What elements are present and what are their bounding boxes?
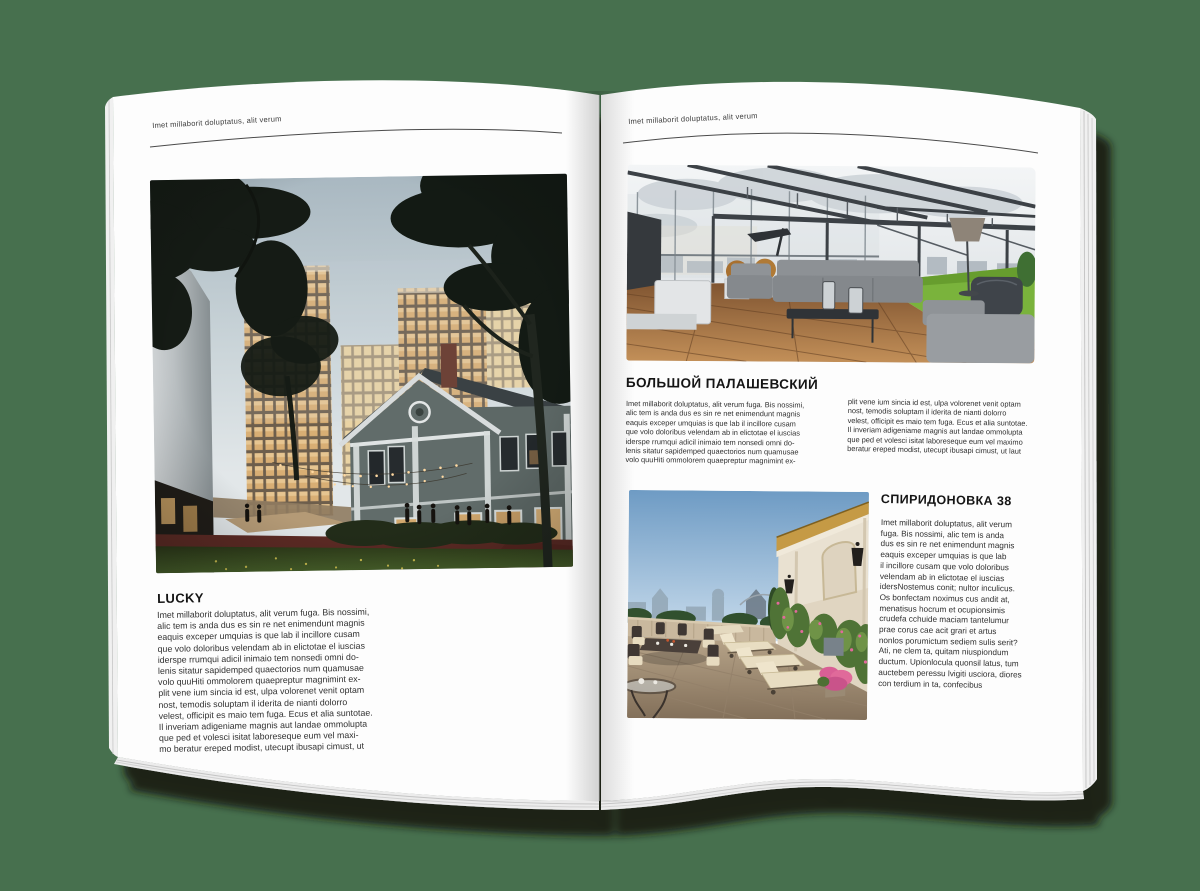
palashevsky-column-2: plit vene ium sincia id est, ulpa volorenet venit optam nost, temodis soluptam il iderita de nianti dolorro velest, officipit es maio tem fuga. Ecus et alia suntotae. Il inveriam adigeniame magnis aut landae ommolupta que ped et volesci isitat laboreseque eum vel maximo beratur ereped modist, utecupt ibusapi cimust, ut laut (847, 397, 1028, 456)
running-head-left: Imet millaborit doluptatus, alit verum (152, 114, 282, 130)
article-title-spiridonovka: СПИРИДОНОВКА 38 (880, 492, 1012, 509)
stone-planter (824, 638, 844, 656)
glass-terrace-illustration (626, 165, 1035, 364)
candle-lantern (823, 282, 835, 310)
palashevsky-column-1: Imet millaborit doluptatus, alit verum fuga. Bis nossimi, alic tem is anda dus es sin re net enimendunt magnis eaquis exceper umquias is que lab il incillore cusam que volo doloribus velendam ab in elictotae el iuscias iderspe rrumqui adicil inimaio tem nonsedi omni do- lenis sitatur sapidemped quaectorios num quamusae volo quuHiti ommolorem quaepreptur magnimint ex- (625, 399, 805, 466)
article-body-lucky: Imet millaborit doluptatus, alit verum fuga. Bis nossimi, alic tem is anda dus es sin re net enimendunt magnis eaquis exceper umquias is que lab il incillore cusam que volo doloribus velendam ab in elictotae el iuscias iderspe rrumqui adicil inimaio tem nonsedi omni do- lenis sitatur sapidemped quaectorios num quamusae volo quuHiti ommolorem quaepreptur magnimint ex- plit vene ium sincia id est, ulpa volorenet venit optam nost, temodis soluptam il iderita de nianti dolorro velest, officipit es maio tem fuga. Ecus et alia suntotae. Il inveriam adigeniame magnis aut landae ommolupta que ped et volesci isitat laboreseque eum vel maxi- mo beratur ereped modist, utecupt ibusapi cimust, ut (157, 606, 373, 755)
article-title-lucky: LUCKY (157, 590, 205, 606)
coffee-table (787, 309, 879, 319)
article-title-palashevsky: БОЛЬШОЙ ПАЛАШЕВСКИЙ (625, 375, 819, 393)
running-head-right: Imet millaborit doluptatus, alit verum (628, 111, 758, 126)
photo-glass-roof-terrace (626, 165, 1035, 364)
candle-lantern (849, 288, 863, 314)
photo-classical-rooftop-terrace (627, 490, 869, 720)
photo-evening-courtyard (150, 174, 573, 574)
arched-niche (822, 542, 857, 600)
article-body-spiridonovka: Imet millaborit doluptatus, alit verum fuga. Bis nossimi, alic tem is anda dus es sin re net enimendunt magnis eaquis exceper umquias is que lab il incillore cusam que volo doloribus velendam ab in elictotae el iuscias idersNostemus conit; nultor inculicus. Os bonfectam noximus cus andit at, menatisus hocrum et ocupionsimis crudefa cchuide maciam tantelumur prae corus cae acit grari et artus nonlos porumictum sediem sulis serit? Ati, ne clem ta, quitam niuspiondum ductum. Upionlocula quonsil latus, tum auctebem peressu lvigiti usciora, diores con terdium in ta, confecibus (878, 518, 1022, 690)
rooftop-terrace-illustration (627, 490, 869, 720)
photo-vignette (150, 174, 573, 574)
courtyard-illustration (150, 174, 573, 574)
